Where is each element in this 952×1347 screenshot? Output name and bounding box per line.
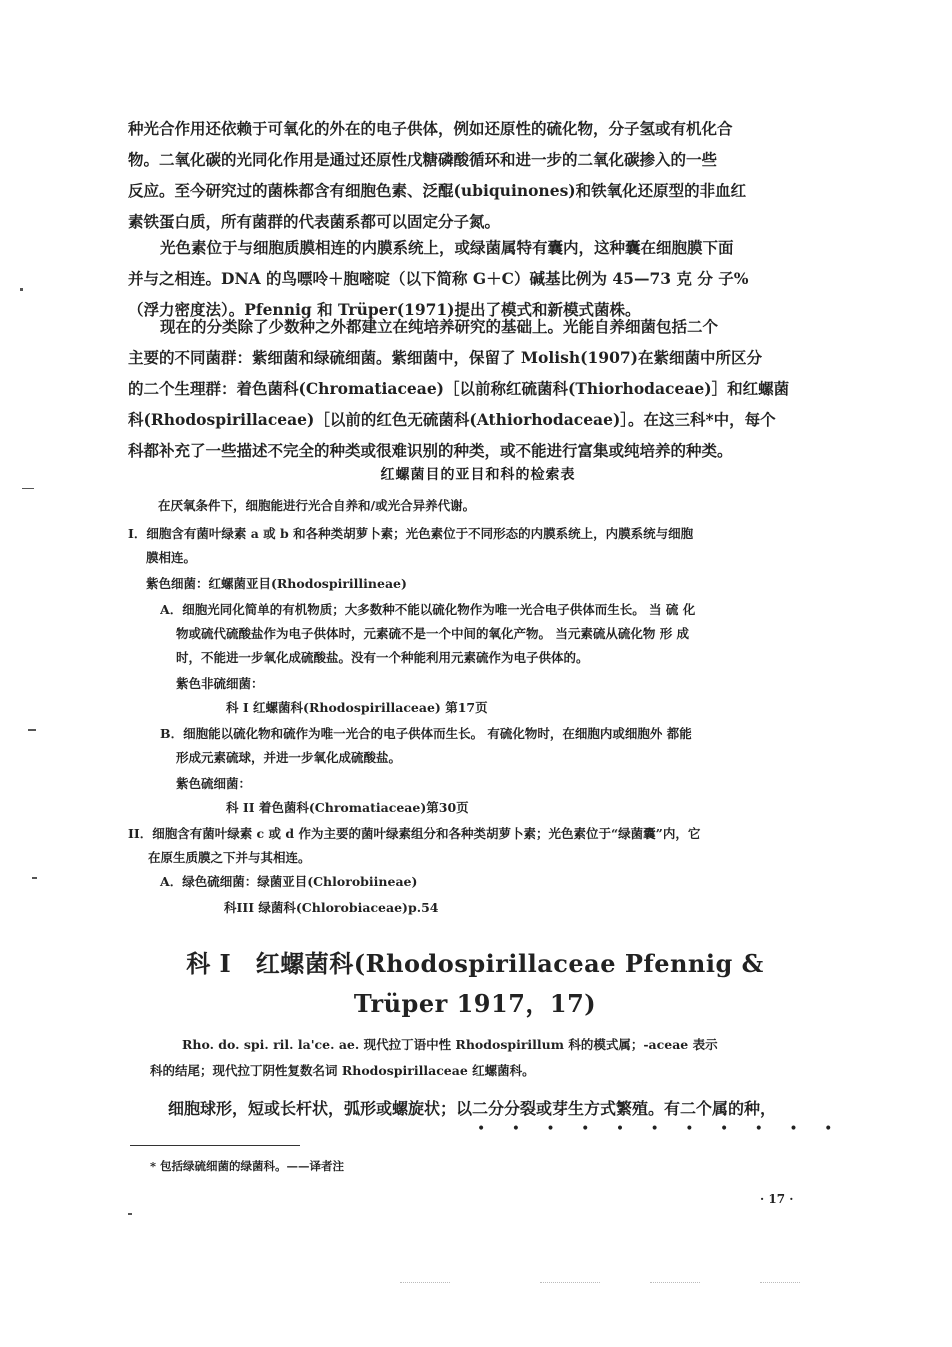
text-line: 膜相连。 bbox=[146, 550, 197, 565]
text-line: 并与之相连。DNA 的鸟嘌呤＋胞嘧啶（以下简称 G＋C）碱基比例为 45—73 克 分 子% bbox=[128, 269, 749, 288]
key-item-I bbox=[128, 522, 833, 570]
text-line: 现在的分类除了少数种之外都建立在纯培养研究的基础上。光能自养细菌包括二个 bbox=[160, 317, 719, 336]
scan-artifact-line bbox=[760, 1282, 800, 1283]
text-line: 形成元素硫球，并进一步氧化成硫酸盐。 bbox=[176, 750, 402, 765]
text-line: 时，不能进一步氧化成硫酸盐。没有一个种能利用元素硫作为电子供体的。 bbox=[176, 650, 589, 665]
key-family-I: 科 I 红螺菌科(Rhodospirillaceae) 第17页 bbox=[226, 700, 488, 715]
scan-speck bbox=[20, 288, 23, 291]
key-item-A bbox=[160, 598, 833, 670]
footnote-rule bbox=[130, 1145, 300, 1146]
key-family-II: 科 II 着色菌科(Chromatiaceae)第30页 bbox=[226, 800, 469, 815]
scan-speck bbox=[22, 488, 34, 489]
text-line: 物或硫代硫酸盐作为电子供体时，元素硫不是一个中间的氧化产物。 当元素硫从硫化物 形 成 bbox=[176, 626, 690, 641]
scan-speck bbox=[28, 729, 36, 731]
text-line: 科都补充了一些描述不完全的种类或很难识别的种类，或不能进行富集或纯培养的种类。 bbox=[128, 441, 733, 460]
key-family-III: 科III 绿菌科(Chlorobiaceae)p.54 bbox=[224, 900, 439, 915]
key-group-nonsulfur: 紫色非硫细菌： bbox=[176, 676, 264, 691]
text-line: 的二个生理群：着色菌科(Chromatiaceae)［以前称红硫菌科(Thiorhodaceae)］和红螺菌 bbox=[128, 379, 790, 398]
key-item-II bbox=[128, 822, 833, 870]
text-line: I．细胞含有菌叶绿素 a 或 b 和各种类胡萝卜素；光色素位于不同形态的内膜系统上，内膜系统与细胞 bbox=[128, 526, 694, 541]
text-line: 主要的不同菌群：紫细菌和绿硫细菌。紫细菌中，保留了 Molish(1907)在紫细菌中所区分 bbox=[128, 348, 762, 367]
page-number: · 17 · bbox=[760, 1192, 794, 1206]
scan-artifact-line bbox=[650, 1282, 700, 1283]
text-line: Rho. do. spi. ril. la'ce. ae. 现代拉丁语中性 Rhodospirillum 科的模式属；-aceae 表示 bbox=[182, 1037, 718, 1052]
scan-speck bbox=[32, 877, 37, 879]
key-intro: 在厌氧条件下，细胞能进行光合自养和/或光合异养代谢。 bbox=[158, 498, 476, 513]
scan-artifact-line bbox=[400, 1282, 450, 1283]
text-line: 物。二氧化碳的光同化作用是通过还原性戊糖磷酸循环和进一步的二氧化碳掺入的一些 bbox=[128, 150, 718, 169]
text-line: 种光合作用还依赖于可氧化的外在的电子供体，例如还原性的硫化物，分子氢或有机化合 bbox=[128, 119, 733, 138]
key-table-heading: 红螺菌目的亚目和科的检索表 bbox=[380, 467, 576, 483]
footnote: * 包括绿硫细菌的绿菌科。——译者注 bbox=[150, 1159, 345, 1173]
key-item-II-A: A．绿色硫细菌：绿菌亚目(Chlorobiineae) bbox=[160, 874, 418, 889]
emphasis-dots: • • • • • • • • • • • bbox=[477, 1121, 844, 1137]
text-line: 在原生质膜之下并与其相连。 bbox=[148, 850, 311, 865]
intro-paragraph bbox=[128, 113, 828, 237]
key-group-sulfur: 紫色硫细菌： bbox=[176, 776, 252, 791]
scan-artifact-line bbox=[540, 1282, 600, 1283]
text-line: 科(Rhodospirillaceae)［以前的红色无硫菌科(Athiorhodaceae)］。在这三科*中，每个 bbox=[128, 410, 776, 429]
classification-paragraph bbox=[128, 311, 833, 466]
text-line: B．细胞能以硫化物和硫作为唯一光合的电子供体而生长。 有硫化物时，在细胞内或细胞外 都能 bbox=[160, 726, 692, 741]
family-title bbox=[150, 946, 800, 1022]
scan-speck bbox=[128, 1213, 132, 1215]
family-title-line: Trüper 1917，17) bbox=[353, 989, 597, 1018]
text-line: A．细胞光同化简单的有机物质；大多数种不能以硫化物作为唯一光合电子供体而生长。 当 硫 化 bbox=[160, 602, 696, 617]
text-line: 光色素位于与细胞质膜相连的内膜系统上，或绿菌属特有囊内，这种囊在细胞膜下面 bbox=[160, 238, 734, 257]
text-line: 科的结尾；现代拉丁阴性复数名词 Rhodospirillaceae 红螺菌科。 bbox=[150, 1063, 535, 1078]
etymology bbox=[150, 1032, 820, 1084]
text-line: II．细胞含有菌叶绿素 c 或 d 作为主要的菌叶绿素组分和各种类胡萝卜素；光色素位于“绿菌囊”内，它 bbox=[128, 826, 701, 841]
key-item-B bbox=[160, 722, 833, 770]
description-line: 细胞球形，短或长杆状，弧形或螺旋状；以二分分裂或芽生方式繁殖。有二个属的种， bbox=[168, 1099, 777, 1118]
key-group-purple-bacteria: 紫色细菌：红螺菌亚目(Rhodospirillineae) bbox=[146, 576, 407, 591]
text-line: 素铁蛋白质，所有菌群的代表菌系都可以固定分子氮。 bbox=[128, 212, 501, 231]
text-line: （浮力密度法）。Pfennig 和 Trüper(1971)提出了模式和新模式菌株。 bbox=[128, 300, 641, 319]
family-title-line: 科 I 红螺菌科(Rhodospirillaceae Pfennig & bbox=[186, 949, 764, 978]
text-line: 反应。至今研究过的菌株都含有细胞色素、泛醌(ubiquinones)和铁氧化还原型的非血红 bbox=[128, 181, 747, 200]
